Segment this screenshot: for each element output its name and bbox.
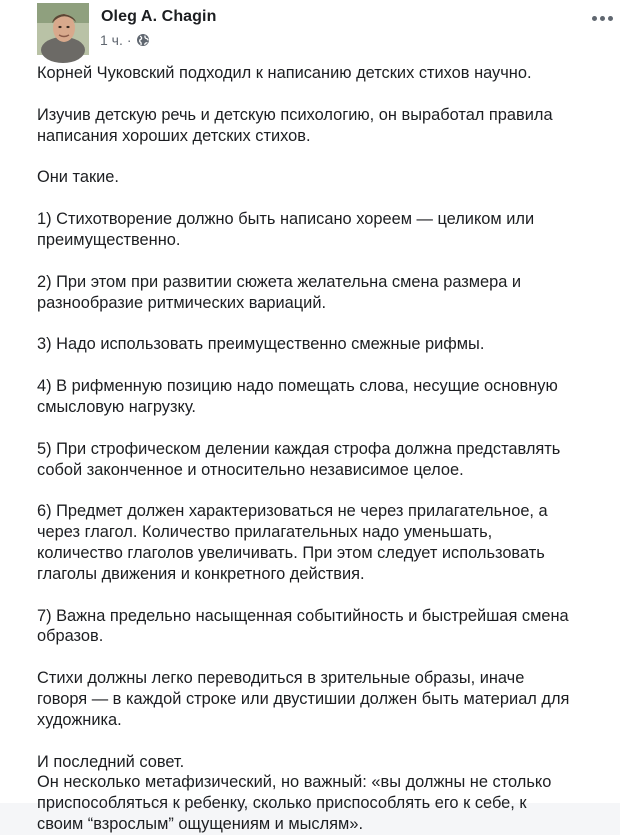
paragraph-line: написания хороших детских стихов. <box>37 126 311 145</box>
post-paragraph <box>37 334 605 355</box>
post-paragraph <box>37 63 605 84</box>
paragraph-line: 4) В рифменную позицию надо помещать слова, несущие основную <box>37 377 558 396</box>
paragraph-line: говоря — в каждой строке или двустишии должен быть материал для <box>37 689 570 708</box>
more-options-button[interactable] <box>588 8 616 28</box>
paragraph-line: 7) Важна предельно насыщенная событийность и быстрейшая смена <box>37 606 569 625</box>
paragraph-line: собой законченное и относительно независимое целое. <box>37 460 464 479</box>
paragraph-line: Он несколько метафизический, но важный: «вы должны не столько <box>37 773 552 792</box>
post-paragraph <box>37 376 605 418</box>
paragraph-line: количество глаголов увеличивать. При этом следует использовать <box>37 543 545 562</box>
post-time[interactable]: 1 ч. <box>100 32 123 48</box>
post-paragraph <box>37 272 605 314</box>
paragraph-line: приспособляться к ребенку, сколько приспособлять его к себе, к <box>37 794 527 813</box>
post-meta <box>100 31 150 49</box>
post-paragraph <box>37 501 605 584</box>
author-name[interactable]: Oleg A. Chagin <box>101 8 217 25</box>
globe-icon[interactable] <box>136 33 150 47</box>
post-paragraph <box>37 668 605 730</box>
paragraph-line: художника. <box>37 710 122 729</box>
post-paragraph <box>37 439 605 481</box>
post-text <box>37 63 605 835</box>
post-header <box>0 0 620 60</box>
meta-separator: · <box>126 32 132 48</box>
post-paragraph <box>37 105 605 147</box>
paragraph-line: 6) Предмет должен характеризоваться не через прилагательное, а <box>37 502 548 521</box>
post-paragraph <box>37 752 605 835</box>
paragraph-line: 2) При этом при развитии сюжета желательна смена размера и <box>37 272 522 291</box>
paragraph-line: 3) Надо использовать преимущественно смежные рифмы. <box>37 335 485 354</box>
paragraph-line: смысловую нагрузку. <box>37 397 196 416</box>
paragraph-line: Корней Чуковский подходил к написанию детских стихов научно. <box>37 64 532 82</box>
paragraph-line: через глагол. Количество прилагательных надо уменьшать, <box>37 523 493 542</box>
paragraph-line: Изучив детскую речь и детскую психологию, он выработал правила <box>37 105 553 124</box>
paragraph-line: И последний совет. <box>37 752 185 771</box>
paragraph-line: своим “взрослым” ощущениям и мыслям». <box>37 814 363 833</box>
paragraph-line: разнообразие ритмических вариаций. <box>37 293 327 312</box>
paragraph-line: образов. <box>37 627 104 646</box>
more-horizontal-icon <box>592 16 597 21</box>
avatar-photo <box>37 3 89 55</box>
paragraph-line: 1) Стихотворение должно быть написано хореем — целиком или <box>37 210 535 229</box>
paragraph-line: глаголы движения и конкретного действия. <box>37 564 365 583</box>
paragraph-line: 5) При строфическом делении каждая строфа должна представлять <box>37 439 561 458</box>
paragraph-line: преимущественно. <box>37 230 181 249</box>
post-paragraph <box>37 167 605 188</box>
post-paragraph <box>37 209 605 251</box>
paragraph-line: Они такие. <box>37 168 119 187</box>
avatar[interactable] <box>37 3 89 55</box>
paragraph-line: Стихи должны легко переводиться в зрительные образы, иначе <box>37 669 525 688</box>
post-paragraph <box>37 606 605 648</box>
